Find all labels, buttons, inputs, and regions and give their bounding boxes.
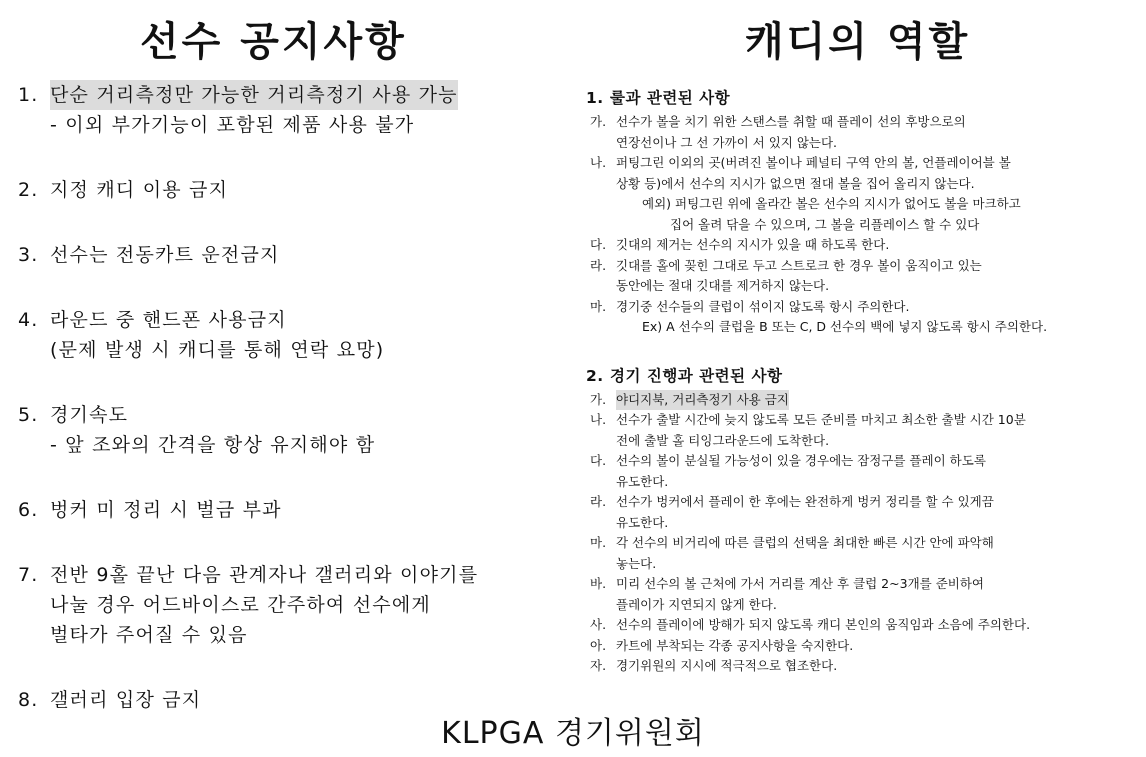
notice-detail: - 앞 조와의 간격을 항상 유지해야 함	[50, 434, 376, 456]
notice-text: 라운드 중 핸드폰 사용금지	[50, 309, 287, 331]
role-item-line	[586, 554, 1141, 575]
notice-number: 2.	[18, 179, 39, 201]
item-marker: 자.	[590, 658, 607, 673]
item-marker	[586, 133, 616, 154]
section-title: 경기 진행과 관련된 사항	[610, 366, 783, 385]
item-marker: 사.	[590, 617, 607, 632]
item-text: 야디지북, 거리측정기 사용 금지	[616, 390, 789, 411]
role-item-line	[586, 513, 1141, 534]
item-marker: 마.	[590, 298, 607, 314]
notice-item	[18, 560, 558, 650]
item-text: 상황 등)에서 선수의 지시가 없으면 절대 볼을 집어 올리지 않는다.	[616, 175, 975, 191]
item-marker: 아.	[590, 637, 607, 653]
item-text: 경기위원의 지시에 적극적으로 협조한다.	[616, 658, 838, 673]
item-marker: 나.	[590, 412, 607, 427]
item-text: 선수가 출발 시간에 늦지 않도록 모든 준비를 마치고 최소한 출발 시간 10분	[616, 412, 1026, 427]
role-item-line	[586, 656, 1141, 677]
role-item-line	[586, 636, 1141, 657]
item-marker	[586, 554, 616, 575]
item-note: Ex) A 선수의 클럽을 B 또는 C, D 선수의 백에 넣지 않도록 항시 주의한다.	[642, 319, 1048, 334]
notice-row	[18, 305, 558, 335]
notice-title: 선수 공지사항	[140, 19, 407, 65]
role-item-line	[586, 133, 1141, 154]
notice-text: 지정 캐디 이용 금지	[50, 179, 229, 201]
item-text: 연장선이나 그 선 가까이 서 있지 않는다.	[616, 134, 838, 150]
notice-text: 단순 거리측정만 가능한 거리측정기 사용 가능	[50, 80, 458, 110]
caddie-role-list	[586, 86, 1141, 703]
notice-text: 전반 9홀 끝난 다음 관계자나 갤러리와 이야기를	[50, 564, 479, 586]
item-text: 깃대를 홀에 꽂힌 그대로 두고 스트로크 한 경우 볼이 움직이고 있는	[616, 257, 982, 273]
notice-number: 5.	[18, 404, 39, 426]
notice-item	[18, 400, 558, 460]
item-note: 집어 올려 닦을 수 있으며, 그 볼을 리플레이스 할 수 있다	[670, 216, 980, 232]
notice-number: 4.	[18, 309, 39, 331]
role-item-line	[586, 297, 1141, 318]
item-text: 선수가 벙커에서 플레이 한 후에는 완전하게 벙커 정리를 할 수 있게끔	[616, 494, 994, 509]
item-text: 카트에 부착되는 각종 공지사항을 숙지한다.	[616, 637, 854, 653]
item-marker	[586, 472, 616, 493]
role-item-line	[586, 276, 1141, 297]
item-marker	[586, 595, 616, 616]
notice-detail: 벌타가 주어질 수 있음	[50, 624, 248, 646]
item-marker	[586, 513, 616, 534]
caddie-role-title: 캐디의 역할	[745, 19, 971, 65]
item-text: 경기중 선수들의 클럽이 섞이지 않도록 항시 주의한다.	[616, 298, 910, 314]
role-item-line	[586, 533, 1141, 554]
role-item-line	[586, 235, 1141, 256]
section-number: 2.	[586, 366, 604, 385]
notice-item	[18, 80, 558, 140]
item-note: 예외) 퍼팅그린 위에 올라간 볼은 선수의 지시가 없어도 볼을 마크하고	[642, 196, 1021, 211]
notice-number: 8.	[18, 689, 39, 711]
item-marker	[586, 276, 616, 297]
notice-text: 선수는 전동카트 운전금지	[50, 244, 280, 266]
notice-item	[18, 305, 558, 365]
notice-row	[18, 80, 558, 110]
role-section	[586, 364, 1141, 677]
section-number: 1.	[586, 89, 604, 107]
role-item-line	[586, 492, 1141, 513]
role-item-line	[586, 615, 1141, 636]
notice-row	[18, 560, 558, 590]
player-notice-list	[18, 80, 558, 750]
role-item-line	[586, 112, 1141, 133]
notice-number: 6.	[18, 499, 39, 521]
role-item-line	[586, 153, 1141, 174]
item-text: 퍼팅그린 이외의 곳(버려진 볼이나 페널티 구역 안의 볼, 언플레이어블 볼	[616, 155, 1011, 170]
notice-detail: - 이외 부가기능이 포함된 제품 사용 불가	[50, 114, 415, 136]
item-text: 선수가 볼을 치기 위한 스탠스를 취할 때 플레이 선의 후방으로의	[616, 114, 966, 129]
section-heading	[586, 86, 1141, 110]
item-text: 전에 출발 홀 티잉그라운드에 도착한다.	[616, 432, 830, 448]
item-text: 유도한다.	[616, 473, 669, 489]
notice-item	[18, 240, 558, 270]
section-title: 룰과 관련된 사항	[610, 89, 731, 107]
role-item-line	[586, 174, 1141, 195]
role-item-line	[586, 256, 1141, 277]
notice-row	[18, 240, 558, 270]
notice-row	[18, 400, 558, 430]
notice-row	[18, 175, 558, 205]
role-item-line	[586, 451, 1141, 472]
item-marker	[586, 431, 616, 452]
item-marker: 다.	[590, 453, 607, 468]
item-text: 미리 선수의 볼 근처에 가서 거리를 계산 후 클럽 2~3개를 준비하여	[616, 576, 984, 591]
notice-item	[18, 175, 558, 205]
item-text: 유도한다.	[616, 514, 669, 530]
item-marker: 마.	[590, 535, 607, 550]
notice-number: 1.	[18, 84, 39, 106]
notice-text: 갤러리 입장 금지	[50, 689, 202, 711]
role-section	[586, 86, 1141, 338]
item-text: 놓는다.	[616, 555, 657, 571]
item-marker: 가.	[590, 114, 607, 129]
notice-text: 벙커 미 정리 시 벌금 부과	[50, 499, 282, 521]
notice-number: 3.	[18, 244, 39, 266]
item-text: 각 선수의 비거리에 따른 클럽의 선택을 최대한 빠른 시간 안에 파악해	[616, 535, 994, 550]
section-heading	[586, 364, 1141, 388]
role-item-line	[586, 574, 1141, 595]
notice-text: 경기속도	[50, 404, 129, 426]
item-text: 동안에는 절대 깃대를 제거하지 않는다.	[616, 278, 830, 293]
item-text: 플레이가 지연되지 않게 한다.	[616, 596, 777, 612]
item-marker: 바.	[590, 576, 607, 591]
notice-detail: 나눌 경우 어드바이스로 간주하여 선수에게	[50, 594, 431, 616]
item-marker: 가.	[590, 391, 607, 407]
item-text: 선수의 볼이 분실될 가능성이 있을 경우에는 잠정구를 플레이 하도록	[616, 453, 986, 468]
item-text: 깃대의 제거는 선수의 지시가 있을 때 하도록 한다.	[616, 237, 890, 252]
item-marker: 나.	[590, 155, 607, 170]
role-item-line	[586, 472, 1141, 493]
role-item-line	[586, 410, 1141, 431]
notice-item	[18, 495, 558, 525]
footer-organization: KLPGA 경기위원회	[441, 716, 705, 751]
notice-number: 7.	[18, 564, 39, 586]
notice-detail: (문제 발생 시 캐디를 통해 연락 요망)	[50, 339, 385, 361]
item-text: 선수의 플레이에 방해가 되지 않도록 캐디 본인의 움직임과 소음에 주의한다.	[616, 617, 1031, 632]
item-marker	[586, 174, 616, 195]
item-marker: 다.	[590, 237, 607, 252]
role-item-line	[586, 595, 1141, 616]
role-item-line	[586, 390, 1141, 411]
item-marker: 라.	[590, 257, 607, 273]
notice-row	[18, 495, 558, 525]
item-marker: 라.	[590, 494, 607, 509]
role-item-line	[586, 431, 1141, 452]
